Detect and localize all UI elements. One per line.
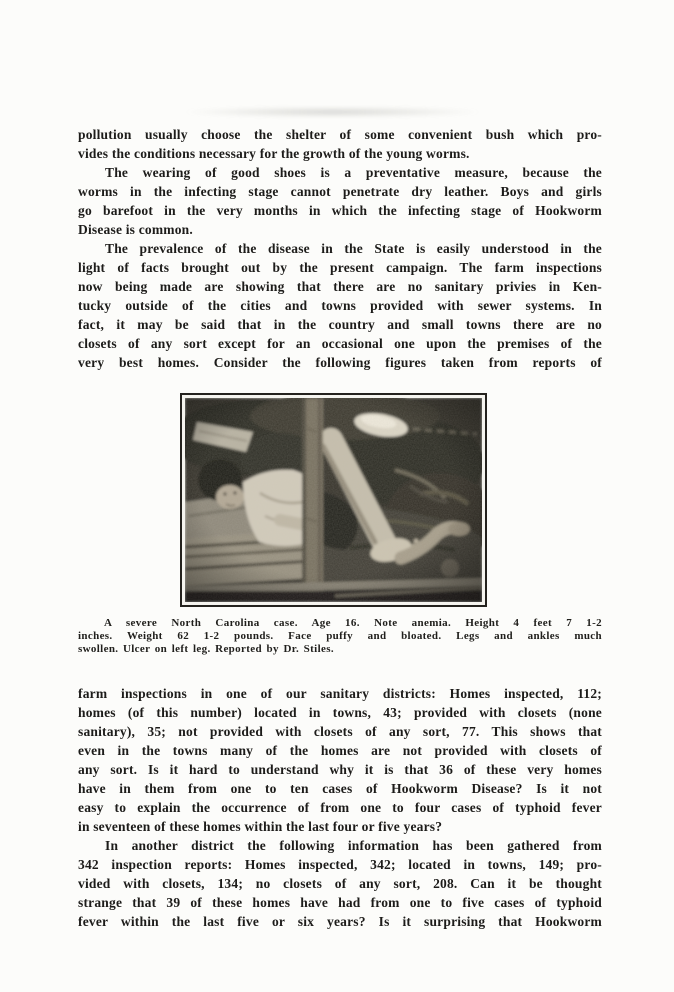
- upper-text-block: [78, 125, 602, 372]
- body-line: farm inspections in one of our sanitary districts: Homes inspected, 112;: [78, 686, 602, 701]
- body-line: tucky outside of the cities and towns provided with sewer systems. In: [78, 298, 602, 313]
- body-line: light of facts brought out by the present campaign. The farm inspections: [78, 260, 602, 275]
- body-line: vides the conditions necessary for the growth of the young worms.: [78, 146, 470, 161]
- body-line: worms in the infecting stage cannot penetrate dry leather. Boys and girls: [78, 184, 602, 199]
- body-line: easy to explain the occurrence of from one to four cases of typhoid fever: [78, 800, 602, 815]
- body-line: fact, it may be said that in the country and small towns there are no: [78, 317, 602, 332]
- body-line: homes (of this number) located in towns, 43; provided with closets (none: [78, 705, 602, 720]
- photo-vignette: [185, 398, 482, 602]
- body-line: strange that 39 of these homes have had from one to five cases of typhoid: [78, 895, 602, 910]
- body-line: sanitary), 35; not provided with closets of any sort, 77. This shows that: [78, 724, 602, 739]
- body-line: any sort. Is it hard to understand why it is that 36 of these very homes: [78, 762, 602, 777]
- caption-line: swollen. Ulcer on left leg. Reported by Dr. Stiles.: [78, 643, 334, 655]
- body-line: In another district the following information has been gathered from: [105, 838, 602, 853]
- photo-frame: [180, 393, 487, 607]
- lower-text-block: [78, 684, 602, 931]
- caption-line: A severe North Carolina case. Age 16. Note anemia. Height 4 feet 7 1-2: [104, 617, 602, 629]
- body-line: The prevalence of the disease in the State is easily understood in the: [105, 241, 602, 256]
- body-line: 342 inspection reports: Homes inspected, 342; located in towns, 149; pro-: [78, 857, 602, 872]
- print-smudge: [185, 107, 480, 117]
- body-line: fever within the last five or six years? Is it surprising that Hookworm: [78, 914, 602, 929]
- body-line: vided with closets, 134; no closets of any sort, 208. Can it be thought: [78, 876, 602, 891]
- body-line: very best homes. Consider the following figures taken from reports of: [78, 355, 602, 370]
- figure-caption: [78, 617, 602, 656]
- patient-photo: [185, 398, 482, 602]
- body-line: pollution usually choose the shelter of some convenient bush which pro-: [78, 127, 602, 142]
- body-line: even in the towns many of the homes are not provided with closets of: [78, 743, 602, 758]
- body-line: closets of any sort except for an occasional one upon the premises of the: [78, 336, 602, 351]
- body-line: Disease is common.: [78, 222, 193, 237]
- body-line: go barefoot in the very months in which the infecting stage of Hookworm: [78, 203, 602, 218]
- caption-line: inches. Weight 62 1-2 pounds. Face puffy and bloated. Legs and ankles much: [78, 630, 602, 642]
- body-line: The wearing of good shoes is a preventative measure, because the: [105, 165, 602, 180]
- body-line: now being made are showing that there are no sanitary privies in Ken-: [78, 279, 602, 294]
- body-line: have in them from one to ten cases of Hookworm Disease? Is it not: [78, 781, 602, 796]
- body-line: in seventeen of these homes within the last four or five years?: [78, 819, 443, 834]
- figure: [180, 393, 487, 607]
